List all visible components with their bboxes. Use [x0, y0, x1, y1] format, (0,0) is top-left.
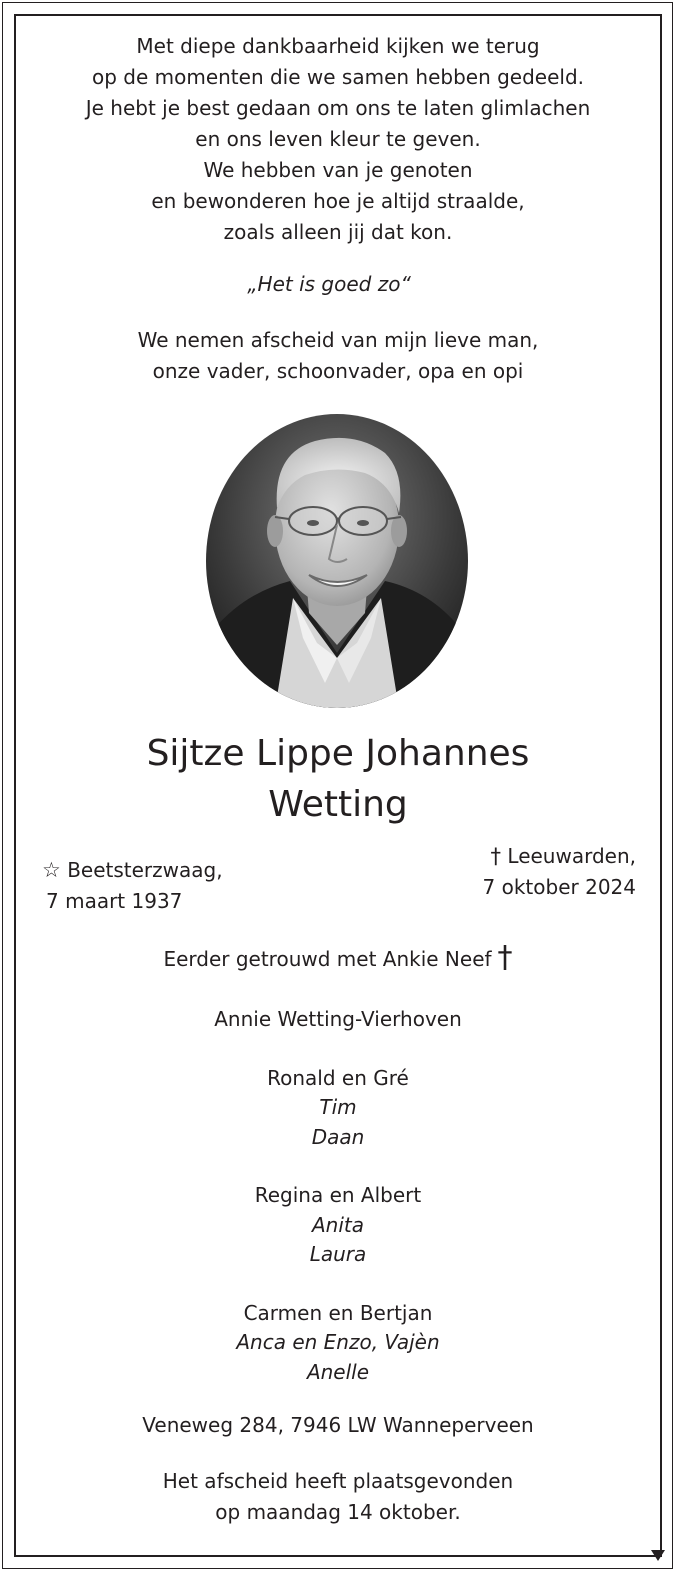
poem-line: Je hebt je best gedaan om ons te laten glimlachen	[85, 96, 591, 120]
triangle-down-icon	[651, 1550, 665, 1561]
family-list	[18, 1005, 658, 1416]
grandchild: Anca en Enzo, Vajèn	[236, 1330, 440, 1354]
grandchild: Tim	[319, 1095, 357, 1119]
cross-icon: †	[497, 940, 513, 975]
parents: Carmen en Bertjan	[243, 1300, 433, 1325]
grandchild: Anita	[311, 1212, 364, 1237]
death-date: 7 oktober 2024	[482, 875, 636, 899]
deceased-name	[18, 728, 658, 830]
married-note	[18, 941, 658, 976]
address: Veneweg 284, 7946 LW Wanneperveen	[142, 1413, 534, 1437]
married-note-text: Eerder getrouwd met Ankie Neef	[163, 947, 492, 971]
poem-line: zoals alleen jij dat kon.	[223, 220, 453, 244]
name-line-2: Wetting	[268, 784, 408, 825]
birth-info	[42, 855, 223, 917]
cross-icon: †	[490, 844, 502, 868]
poem-line: en bewonderen hoe je altijd straalde,	[151, 189, 525, 213]
grandchild: Daan	[311, 1124, 365, 1149]
poem	[18, 31, 658, 248]
grandchild: Laura	[309, 1242, 367, 1266]
poem-line: op de momenten die we samen hebben gedeeld.	[91, 65, 585, 89]
family-group	[18, 1299, 658, 1388]
death-place: Leeuwarden,	[507, 844, 636, 868]
star-icon: ☆	[42, 858, 61, 882]
poem-line: en ons leven kleur te geven.	[195, 127, 481, 151]
parents: Ronald en Gré	[267, 1065, 409, 1090]
service-line: op maandag 14 oktober.	[215, 1500, 461, 1524]
parents: Regina en Albert	[254, 1183, 422, 1207]
farewell-text	[18, 325, 658, 387]
poem-line: We hebben van je genoten	[203, 158, 473, 182]
family-group	[18, 1064, 658, 1153]
farewell-line: onze vader, schoonvader, opa en opi	[152, 359, 524, 383]
birth-place: Beetsterzwaag,	[67, 858, 223, 882]
quote: „Het is goed zo“	[247, 272, 411, 296]
name-line-1: Sijtze Lippe Johannes	[146, 733, 530, 774]
poem-line: Met diepe dankbaarheid kijken we terug	[136, 34, 540, 58]
birth-date: 7 maart 1937	[46, 889, 183, 913]
family-group	[18, 1181, 658, 1270]
portrait-photo	[205, 413, 469, 709]
death-info	[462, 841, 636, 903]
spouse: Annie Wetting-Vierhoven	[214, 1007, 462, 1031]
service-info	[18, 1466, 658, 1528]
farewell-line: We nemen afscheid van mijn lieve man,	[137, 328, 539, 352]
service-line: Het afscheid heeft plaatsgevonden	[162, 1469, 514, 1493]
grandchild: Anelle	[306, 1359, 370, 1384]
